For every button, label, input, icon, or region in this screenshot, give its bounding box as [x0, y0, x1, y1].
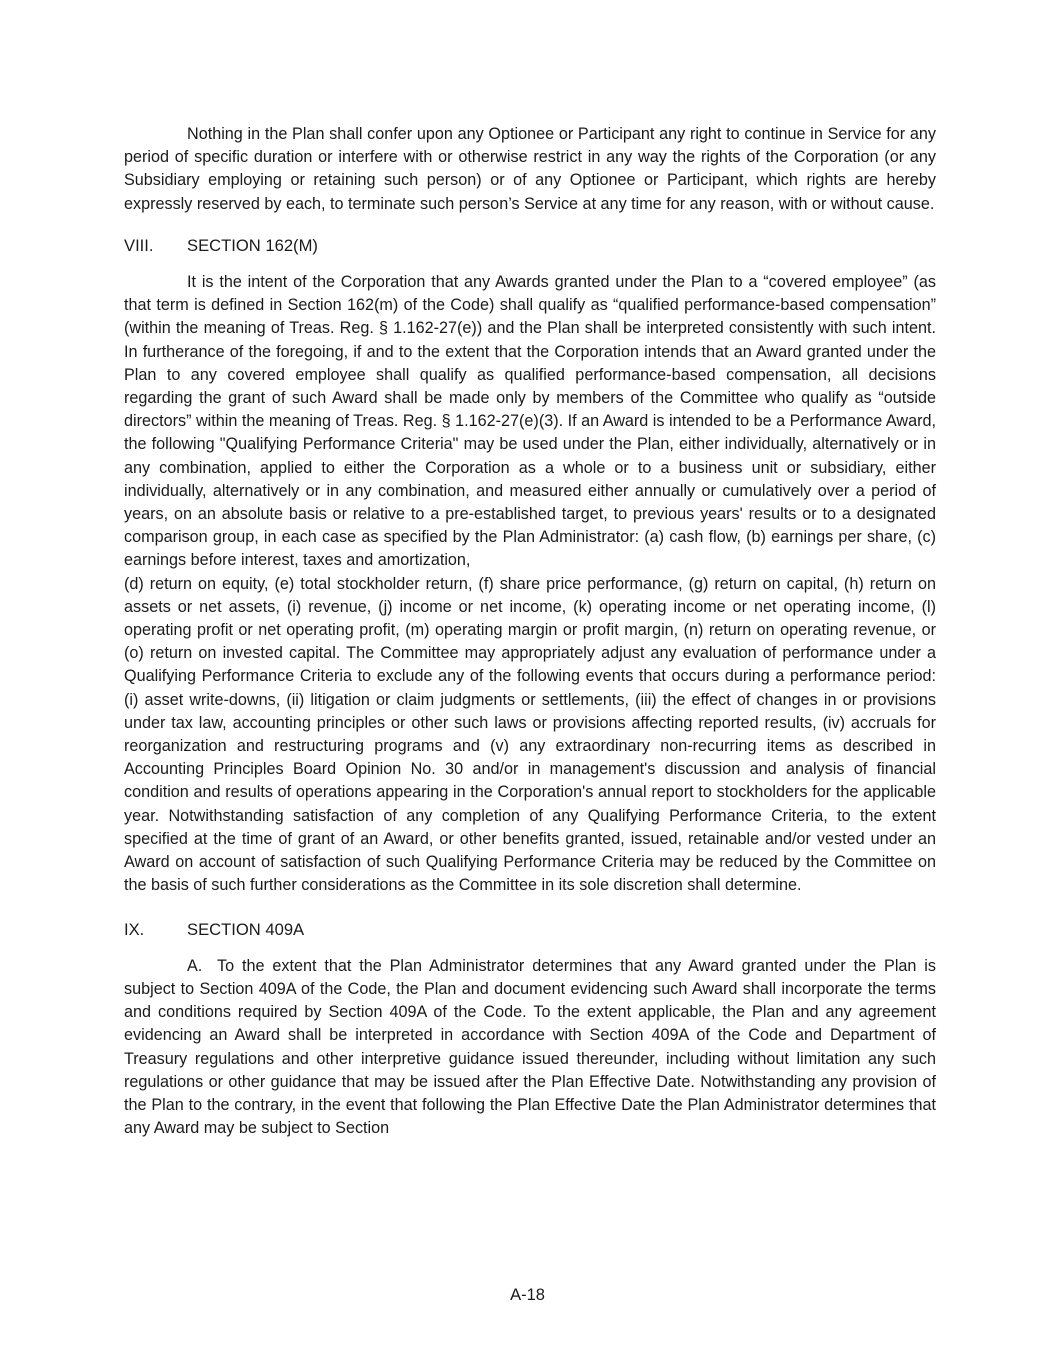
section-ix-title: SECTION 409A — [187, 919, 305, 939]
section-ix-number: IX. — [124, 919, 145, 939]
section-ix-heading — [124, 918, 936, 941]
page-number: A-18 — [510, 1286, 545, 1304]
document-page — [124, 123, 936, 1140]
section-ix-subsection-a — [124, 955, 936, 1141]
section-viii-title: SECTION 162(M) — [187, 235, 318, 255]
section-ix-subsection-a-label: A. — [187, 956, 203, 975]
section-ix-subsection-a-body: To the extent that the Plan Administrator determines that any Award granted under the Plan is subject to Section 409A of the Code, the Plan and document evidencing such Award shall incorporate the terms and conditions required by Section 409A of the Code. To the extent applicable, the Plan and any agreement evidencing an Award shall be interpreted in accordance with Section 409A of the Code and Department of Treasury regulations and other interpretive guidance issued thereunder, including without limitation any such regulations or other guidance that may be issued after the Plan Effective Date. Notwithstanding any provision of the Plan to the contrary, in the event that following the Plan Effective Date the Plan Administrator determines that any Award may be subject to Section — [124, 956, 936, 1138]
section-viii-paragraph-1: It is the intent of the Corporation that any Awards granted under the Plan to a “covered employee” (as that term is defined in Section 162(m) of the Code) shall qualify as “qualified performance-based compensation” (within the meaning of Treas. Reg. § 1.162-27(e)) and the Plan shall be interpreted consistently with such intent. In furtherance of the foregoing, if and to the extent that the Corporation intends that an Award granted under the Plan to any covered employee shall qualify as qualified performance-based compensation, all decisions regarding the grant of such Award shall be made only by members of the Committee who qualify as “outside directors” within the meaning of Treas. Reg. § 1.162-27(e)(3). If an Award is intended to be a Performance Award, the following "Qualifying Performance Criteria" may be used under the Plan, either individually, alternatively or in any combination, applied to either the Corporation as a whole or to a business unit or subsidiary, either individually, alternatively or in any combination, and measured either annually or cumulatively over a period of years, on an absolute basis or relative to a pre-established target, to previous years' results or to a designated comparison group, in each case as specified by the Plan Administrator: (a) cash flow, (b) earnings per share, (c) earnings before interest, taxes and amortization, — [124, 273, 936, 570]
section-viii-number: VIII. — [124, 235, 154, 255]
section-viii-paragraph-2: (d) return on equity, (e) total stockholder return, (f) share price performance, (g) return on capital, (h) return on assets or net assets, (i) revenue, (j) income or net income, (k) operating income or net operating income, (l) operating profit or net operating profit, (m) operating margin or profit margin, (n) return on operating revenue, or (o) return on invested capital. The Committee may appropriately adjust any evaluation of performance under a Qualifying Performance Criteria to exclude any of the following events that occurs during a performance period: (i) asset write-downs, (ii) litigation or claim judgments or settlements, (iii) the effect of changes in or provisions under tax law, accounting principles or other such laws or provisions affecting reported results, (iv) accruals for reorganization and restructuring programs and (v) any extraordinary non-recurring items as described in Accounting Principles Board Opinion No. 30 and/or in management's discussion and analysis of financial condition and results of operations appearing in the Corporation's annual report to stockholders for the applicable year. Notwithstanding satisfaction of any completion of any Qualifying Performance Criteria, to the extent specified at the time of grant of an Award, or other benefits granted, issued, retainable and/or vested under an Award on account of satisfaction of such Qualifying Performance Criteria may be reduced by the Committee on the basis of such further considerations as the Committee in its sole discretion shall determine. — [124, 574, 936, 895]
section-viii-heading — [124, 234, 936, 257]
paragraph-service: Nothing in the Plan shall confer upon any Optionee or Participant any right to continue in Service for any period of specific duration or interfere with or otherwise restrict in any way the rights of the Corporation (or any Subsidiary employing or retaining such person) or of any Optionee or Participant, which rights are hereby expressly reserved by each, to terminate such person’s Service at any time for any reason, with or without cause. — [124, 125, 936, 213]
